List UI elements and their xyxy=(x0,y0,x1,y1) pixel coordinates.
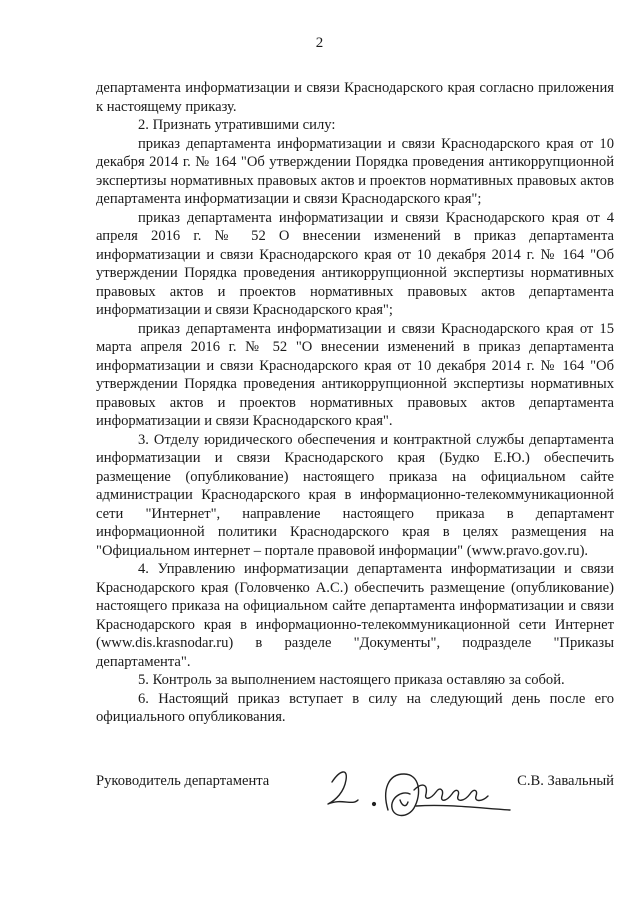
paragraph-5: 5. Контроль за выполнением настоящего приказа оставляю за собой. xyxy=(138,672,565,688)
page-number: 2 xyxy=(315,35,324,51)
paragraph-3: 3. Отделу юридического обеспечения и контрактной службы департамента информатизации и связи Краснодарского края (Будко Е.Ю.) обеспечить размещение (опубликование) настоящего приказа на официальном сайте администрации Краснодарского края в информационно-телекоммуникационной сети "Интернет", направление настоящего приказа в департамент информационной политики Краснодарского края в целях размещения на "Официальном интернет – портале правовой информации" (www.pravo.gov.ru). xyxy=(96,431,614,559)
paragraph-4: 4. Управлению информатизации департамента информатизации и связи Краснодарского края (Головченко А.С.) обеспечить размещение (опубликование) настоящего приказа на официальном сайте департамента информатизации и связи Краснодарского края в информационно-телекоммуникационной сети Интернет (www.dis.krasnodar.ru) в разделе "Документы", подразделе "Приказы департамента". xyxy=(96,561,614,670)
signatory-name: С.В. Завальный xyxy=(517,773,614,789)
paragraph-repealed-order-3: приказ департамента информатизации и связи Краснодарского края от 15 марта апреля 2016 г. № 52 "О внесении изменений в приказ департамента информатизации и связи Краснодарского края от 10 декабря 2014 г. № 164 "Об утверждении Порядка проведения антикоррупционной экспертизы нормативных правовых актов и проектов нормативных правовых актов департамента информатизации и связи Краснодарского края". xyxy=(96,320,614,429)
signatory-role: Руководитель департамента xyxy=(96,773,270,789)
paragraph-2-heading: 2. Признать утратившими силу: xyxy=(138,117,336,133)
document-body xyxy=(96,79,614,727)
paragraph-1-continuation: департамента информатизации и связи Краснодарского края согласно приложения к настоящему приказу. xyxy=(96,80,614,115)
paragraph-6: 6. Настоящий приказ вступает в силу на следующий день после его официального опубликования. xyxy=(96,690,614,725)
paragraph-repealed-order-2: приказ департамента информатизации и связи Краснодарского края от 4 апреля 2016 г. № 52 О внесении изменений в приказ департамента информатизации и связи Краснодарского края от 10 декабря 2014 г. № 164 "Об утверждении Порядка проведения антикоррупционной экспертизы нормативных правовых актов и проектов нормативных правовых актов департамента информатизации и связи Краснодарского края"; xyxy=(96,209,614,318)
handwritten-signature xyxy=(318,760,518,830)
paragraph-repealed-order-1: приказ департамента информатизации и связи Краснодарского края от 10 декабря 2014 г. № 164 "Об утверждении Порядка проведения антикоррупционной экспертизы нормативных правовых актов и проектов нормативных правовых актов департамента информатизации и связи Краснодарского края"; xyxy=(96,135,614,207)
